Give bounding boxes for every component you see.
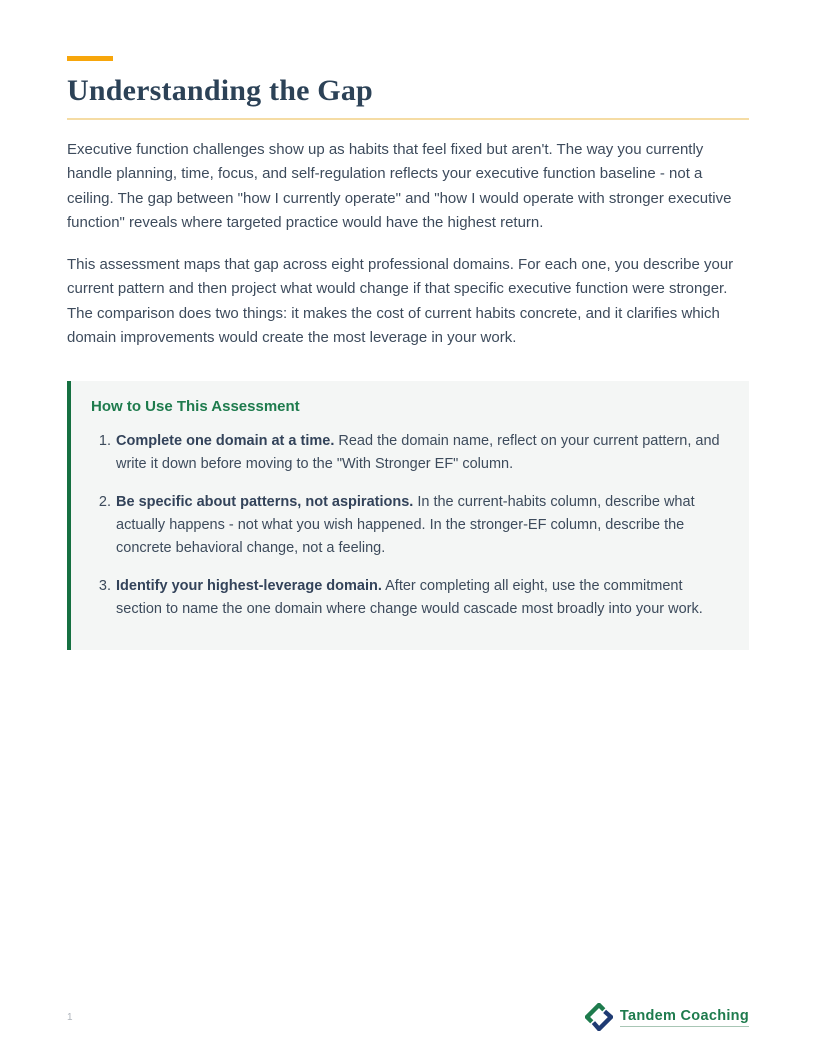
page-title: Understanding the Gap xyxy=(67,74,373,107)
step-bold-lead: Complete one domain at a time. xyxy=(116,432,335,449)
step-number: 2. xyxy=(98,493,111,510)
step-number: 1. xyxy=(98,432,111,449)
intro-paragraph-1: Executive function challenges show up as habits that feel fixed but aren't. The way you currently handle planning, time, focus, and self-regulation reflects your executive function baseline - not a ceiling. The gap between "how I currently operate" and "how I would operate with stronger executive function" reveals where targeted practice would have the highest return. xyxy=(67,140,732,231)
title-divider xyxy=(67,118,749,120)
brand-name: Tandem Coaching xyxy=(620,1008,749,1027)
intro-paragraph-2: This assessment maps that gap across eight professional domains. For each one, you describe your current pattern and then project what would change if that specific executive function were stronger. The comparison does two things: it makes the cost of current habits concrete, and it clarifies which domain improvements would create the most leverage in your work. xyxy=(67,255,734,346)
brand-link[interactable] xyxy=(585,1003,749,1031)
callout-title: How to Use This Assessment xyxy=(91,397,300,415)
step-number: 3. xyxy=(98,577,111,594)
callout-step-3 xyxy=(91,575,725,621)
step-description: In the current-habits column, describe what actually happens - not what you wish happened. In the stronger-EF column, describe the concrete behavioral change, not a feeling. xyxy=(116,493,695,556)
page-footer xyxy=(67,1002,749,1032)
step-bold-lead: Identify your highest-leverage domain. xyxy=(116,577,382,594)
title-accent-bar xyxy=(67,56,113,61)
callout-step-2 xyxy=(91,491,725,560)
page-number: 1 xyxy=(67,1011,73,1023)
step-description: After completing all eight, use the commitment section to name the one domain where change would cascade most broadly into your work. xyxy=(116,577,703,617)
callout-step-1 xyxy=(91,430,725,476)
step-text xyxy=(116,575,725,621)
tandem-diamond-icon xyxy=(585,1003,613,1031)
how-to-use-callout xyxy=(67,381,749,650)
step-text xyxy=(116,430,725,476)
step-text xyxy=(116,491,725,560)
step-description: Read the domain name, reflect on your current pattern, and write it down before moving to the "With Stronger EF" column. xyxy=(116,432,720,472)
step-bold-lead: Be specific about patterns, not aspirations. xyxy=(116,493,414,510)
